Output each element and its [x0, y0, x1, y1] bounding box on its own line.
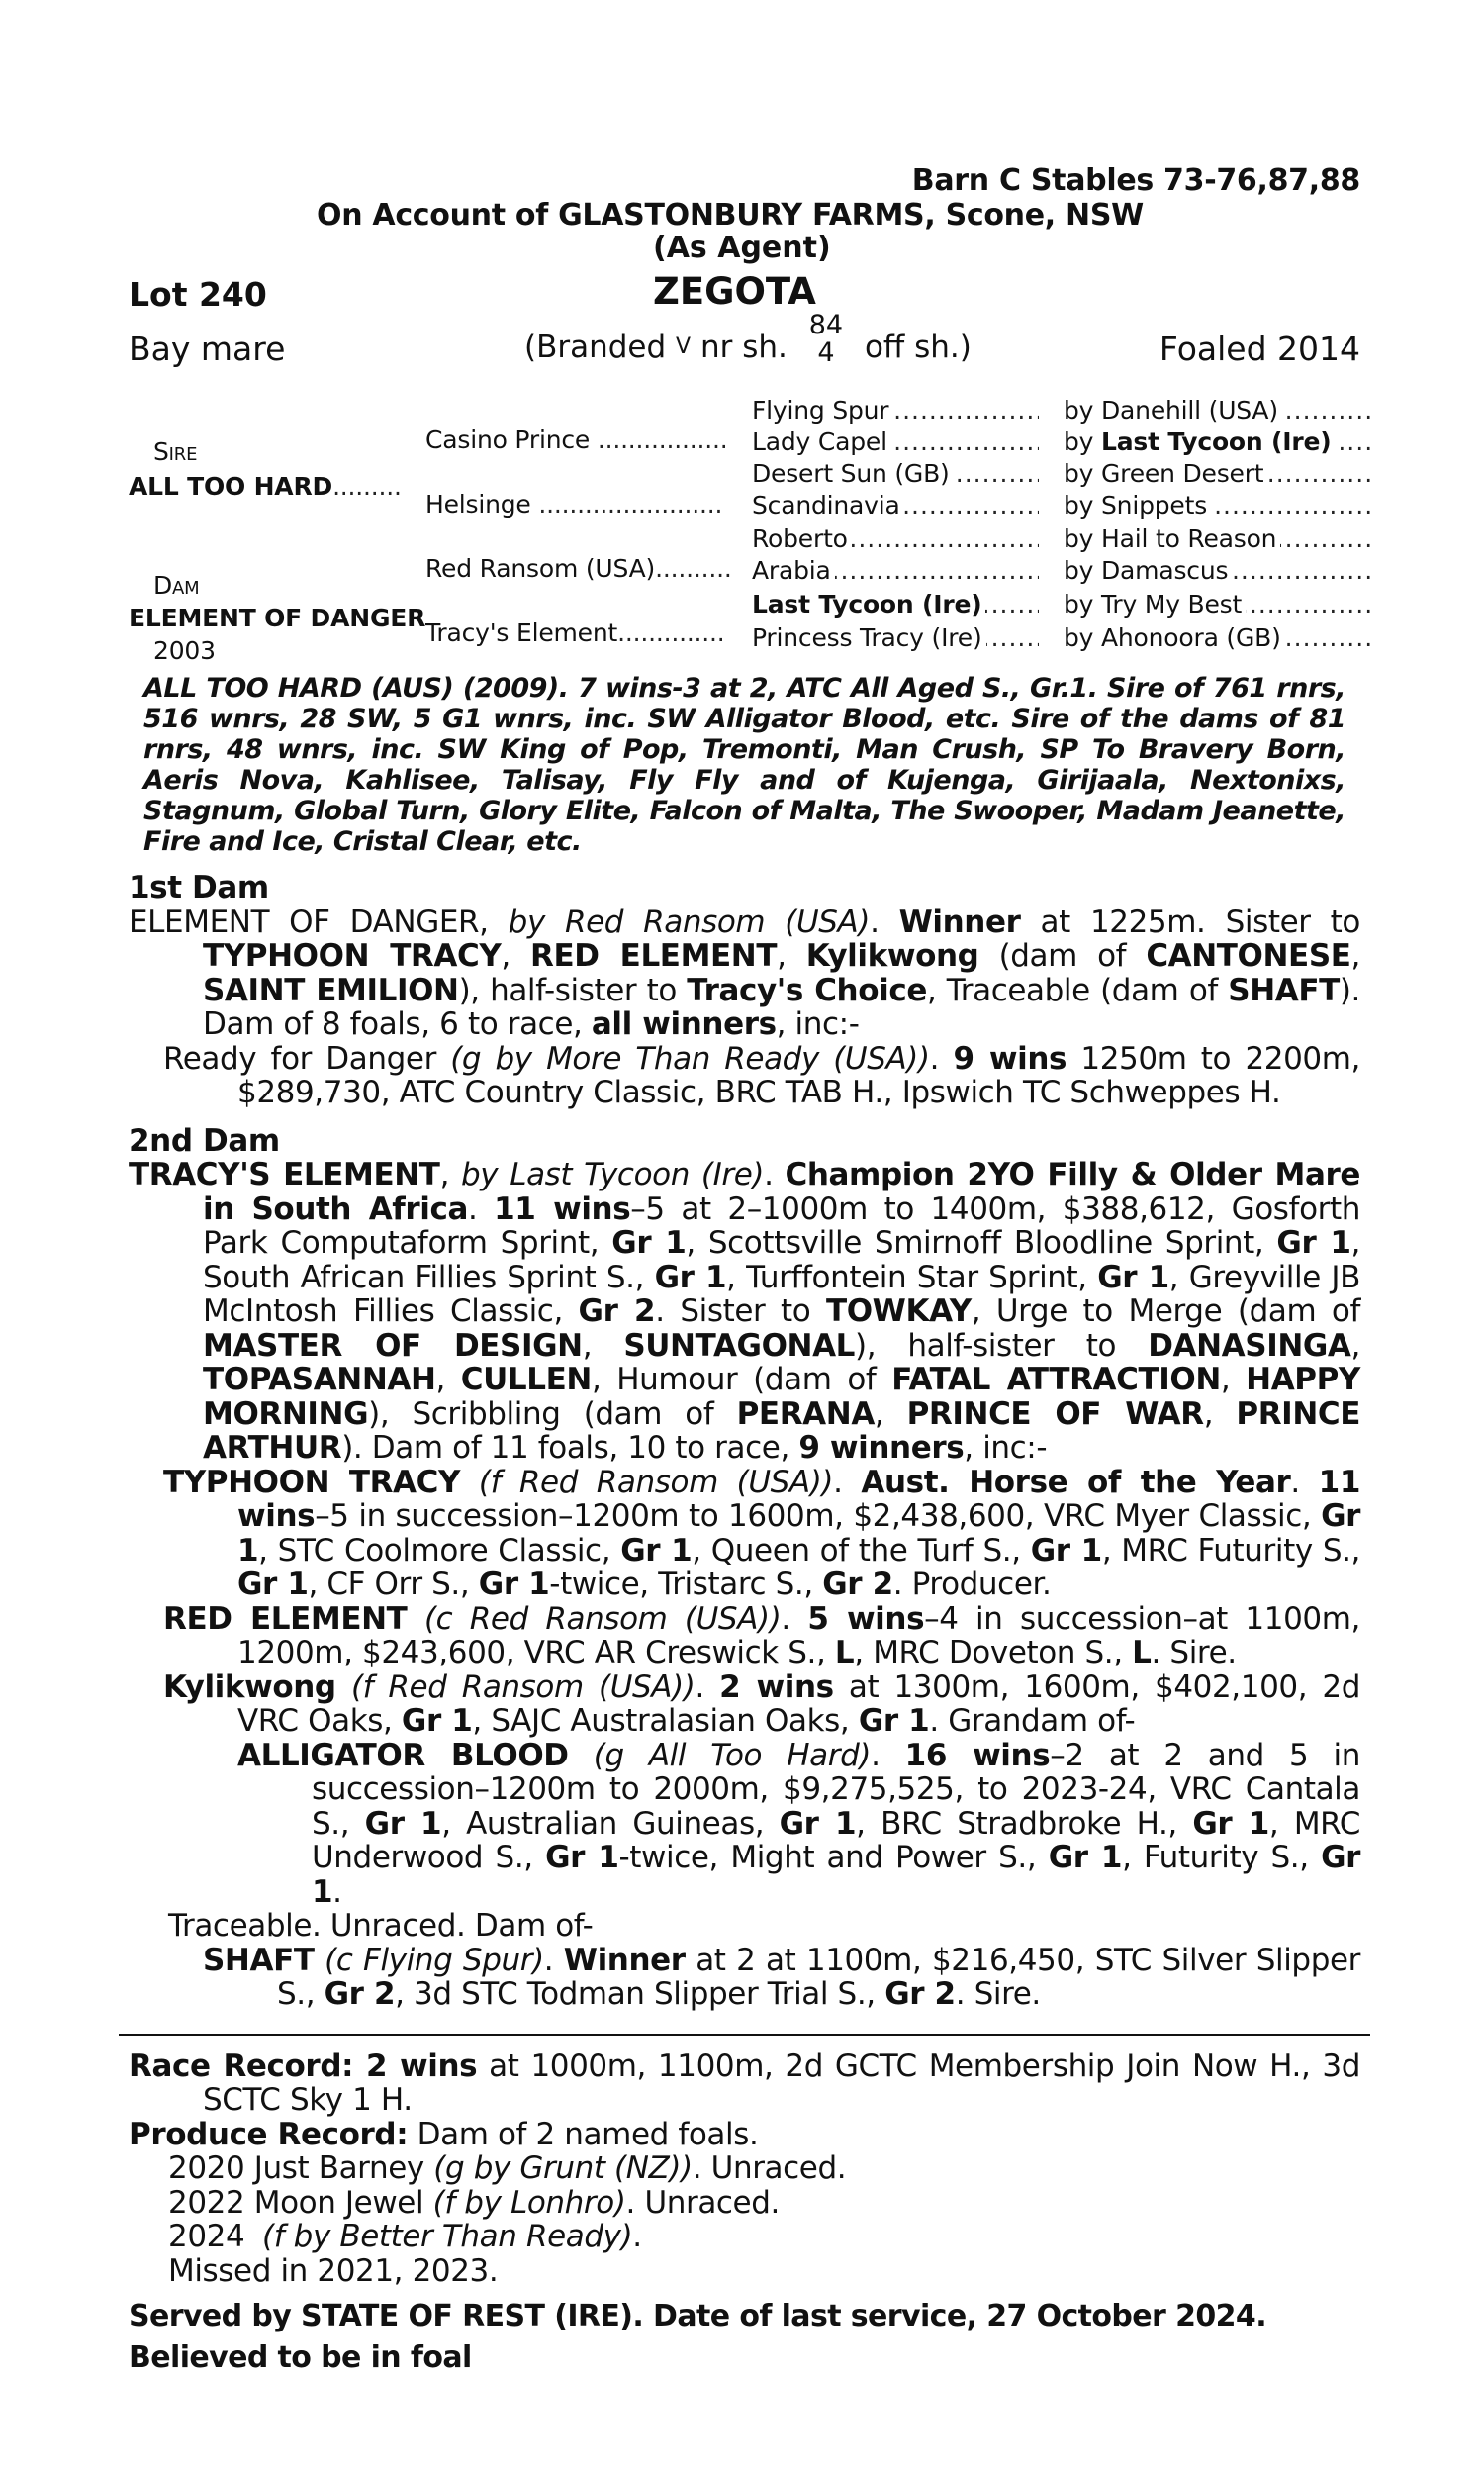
last-tycoon-bold: Last Tycoon (Ire) [1101, 428, 1332, 456]
second-dam-text: TRACY'S ELEMENT, by Last Tycoon (Ire). Champion 2YO Filly & Older Mare in South Africa. 11 wins–5 at 2–1000m to 1400m, $388,612, Gosforth Park Computaform Sprint, Gr 1, Scottsville Smirnoff Bloodline Sprint, Gr 1, South African Fillies Sprint S., Gr 1, Turffontein Star Sprint, Gr 1, Greyville JB McIntosh Fillies Classic, Gr 2. Sister to TOWKAY, Urge to Merge (dam of MASTER OF DESIGN, SUNTAGONAL), half-sister to DANASINGA, TOPASANNAH, CULLEN, Humour (dam of FATAL ATTRACTION, HAPPY MORNING), Scribbling (dam of PERANA, PRINCE OF WAR, PRINCE ARTHUR). Dam of 11 foals, 10 to race, 9 winners, inc:- [129, 1157, 1361, 1466]
pedigree-g4-1: Flying Spur ..... [752, 396, 1039, 425]
pedigree-g5-5: by Hail to Reason ..... [1064, 524, 1370, 553]
horse-name: ZEGOTA [653, 270, 816, 313]
records-section [129, 2049, 1360, 2289]
brand-number [808, 309, 844, 368]
produce-foal-2020: 2020 Just Barney (g by Grunt (NZ)). Unraced. [168, 2150, 847, 2186]
progeny-kylikwong: Kylikwong (f Red Ransom (USA)). 2 wins at 1300m, 1600m, $402,100, 2d VRC Oaks, Gr 1, SAJC Australasian Oaks, Gr 1. Grandam of- [163, 1668, 1361, 1739]
first-dam-heading: 1st Dam [129, 870, 269, 905]
second-dam-heading: 2nd Dam [129, 1122, 280, 1159]
dam-label: Dam [153, 571, 200, 600]
brand-off: off sh.) [864, 330, 972, 365]
pedigree-g3-4: Tracy's Element.............. [425, 618, 725, 647]
service-note: Served by STATE OF REST (IRE). Date of last service, 27 October 2024. [129, 2299, 1266, 2333]
catalogue-page [129, 158, 1360, 2379]
sire-name: ALL TOO HARD......... [129, 472, 402, 501]
barn-location: Barn C Stables 73-76,87,88 [911, 163, 1360, 198]
pedigree-g4-4: Scandinavia ..... [752, 491, 1039, 520]
produce-foal-2022: 2022 Moon Jewel (f by Lonhro). Unraced. [168, 2184, 780, 2221]
pedigree-g5-1: by Danehill (USA) ..... [1064, 396, 1370, 425]
dam-name: ELEMENT OF DANGER [129, 604, 426, 632]
progeny-shaft: SHAFT (c Flying Spur). Winner at 2 at 1100m, $216,450, STC Silver Slipper S., Gr 2, 3d STC Todman Slipper Trial S., Gr 2. Sire. [203, 1942, 1360, 2012]
race-record: Race Record: 2 wins at 1000m, 1100m, 2d GCTC Membership Join Now H., 3d SCTC Sky 1 H. [129, 2047, 1360, 2118]
brand-number-bottom: 4 [817, 336, 835, 368]
brand-prefix: (Branded [524, 330, 667, 365]
first-dam-section [129, 871, 1360, 1110]
traceable-line: Traceable. Unraced. Dam of- [168, 1908, 594, 1944]
second-dam-section [129, 1124, 1360, 2012]
pedigree-g4-3: Desert Sun (GB) ..... [752, 459, 1039, 488]
progeny-typhoon-tracy: TYPHOON TRACY (f Red Ransom (USA)). Aust. Horse of the Year. 11 wins–5 in succession–1200m to 1600m, $2,438,600, VRC Myer Classic, Gr 1, STC Coolmore Classic, Gr 1, Queen of the Turf S., Gr 1, MRC Futurity S., Gr 1, CF Orr S., Gr 1-twice, Tristarc S., Gr 2. Producer. [163, 1464, 1361, 1602]
vendor-account: On Account of GLASTONBURY FARMS, Scone, NSW [317, 198, 1144, 233]
brand-near: nr sh. [699, 330, 788, 365]
pedigree-g5-7: by Try My Best ..... [1064, 590, 1370, 618]
pedigree-g4-2: Lady Capel ..... [752, 428, 1039, 456]
pedigree-g3-1: Casino Prince ................. [425, 426, 728, 454]
first-dam-foal: Ready for Danger (g by More Than Ready (USA)). 9 wins 1250m to 2200m, $289,730, ATC Country Classic, BRC TAB H., Ipswich TC Schweppes H. [163, 1040, 1360, 1110]
progeny-red-element: RED ELEMENT (c Red Ransom (USA)). 5 wins–4 in succession–at 1100m, 1200m, $243,600, VRC AR Creswick S., L, MRC Doveton S., L. Sire. [163, 1600, 1360, 1670]
produce-missed: Missed in 2021, 2023. [168, 2252, 499, 2289]
pedigree-table [129, 396, 1360, 663]
produce-foal-2024: 2024(f by Better Than Ready). [168, 2219, 642, 2254]
sire-label: Sire [153, 437, 198, 466]
pedigree-g5-4: by Snippets ..... [1064, 491, 1370, 520]
dam-year: 2003 [153, 636, 216, 665]
brand-mark: V [676, 334, 692, 359]
produce-record: Produce Record: Dam of 2 named foals. [129, 2116, 759, 2152]
pedigree-g4-8: Princess Tracy (Ire) ..... [752, 623, 1039, 652]
pedigree-g3-2: Helsinge ........................ [425, 490, 723, 519]
horse-description: Bay mare [129, 330, 286, 368]
sire-summary: ALL TOO HARD (AUS) (2009). 7 wins-3 at 2, ATC All Aged S., Gr.1. Sire of 761 rnrs, 516 wnrs, 28 SW, 5 G1 wnrs, inc. SW Alligator Blood, etc. Sire of the dams of 81 rnrs, 48 wnrs, inc. SW King of Pop, Tremonti, Man Crush, SP To Bravery Born, Aeris Nova, Kahlisee, Talisay, Fly Fly and of Kujenga, Girijaala, Nextonixs, Stagnum, Global Turn, Glory Elite, Falcon of Malta, The Swooper, Madam Jeanette, Fire and Ice, Cristal Clear, etc. [143, 673, 1345, 857]
pedigree-g5-6: by Damascus ..... [1064, 556, 1370, 585]
pedigree-g4-7: Last Tycoon (Ire) ..... [752, 590, 1039, 618]
agent-note: (As Agent) [653, 231, 831, 265]
pedigree-g4-5: Roberto ..... [752, 524, 1039, 553]
progeny-alligator-blood: ALLIGATOR BLOOD (g All Too Hard). 16 wins–2 at 2 and 5 in succession–1200m to 2000m, $9,275,525, to 2023-24, VRC Cantala S., Gr 1, Australian Guineas, Gr 1, BRC Stradbroke H., Gr 1, MRC Underwood S., Gr 1-twice, Might and Power S., Gr 1, Futurity S., Gr 1. [237, 1737, 1361, 1910]
section-divider [119, 2034, 1370, 2036]
pedigree-g5-8: by Ahonoora (GB) ..... [1064, 623, 1370, 652]
in-foal-note: Believed to be in foal [129, 2340, 472, 2375]
lot-number: Lot 240 [129, 275, 267, 314]
pedigree-g5-2: by Last Tycoon (Ire) ..... [1064, 428, 1370, 456]
pedigree-g5-3: by Green Desert ..... [1064, 459, 1370, 488]
foaled-year: Foaled 2014 [1159, 330, 1360, 368]
brand-info [524, 309, 972, 368]
brand-number-top: 84 [808, 309, 844, 340]
first-dam-text: ELEMENT OF DANGER, by Red Ransom (USA). Winner at 1225m. Sister to TYPHOON TRACY, RED ELEMENT, Kylikwong (dam of CANTONESE, SAINT EMILION), half-sister to Tracy's Choice, Traceable (dam of SHAFT). Dam of 8 foals, 6 to race, all winners, inc:- [129, 904, 1361, 1042]
pedigree-g4-6: Arabia ..... [752, 556, 1039, 585]
pedigree-g3-3: Red Ransom (USA).......... [425, 554, 732, 583]
lot-header [129, 158, 1360, 396]
